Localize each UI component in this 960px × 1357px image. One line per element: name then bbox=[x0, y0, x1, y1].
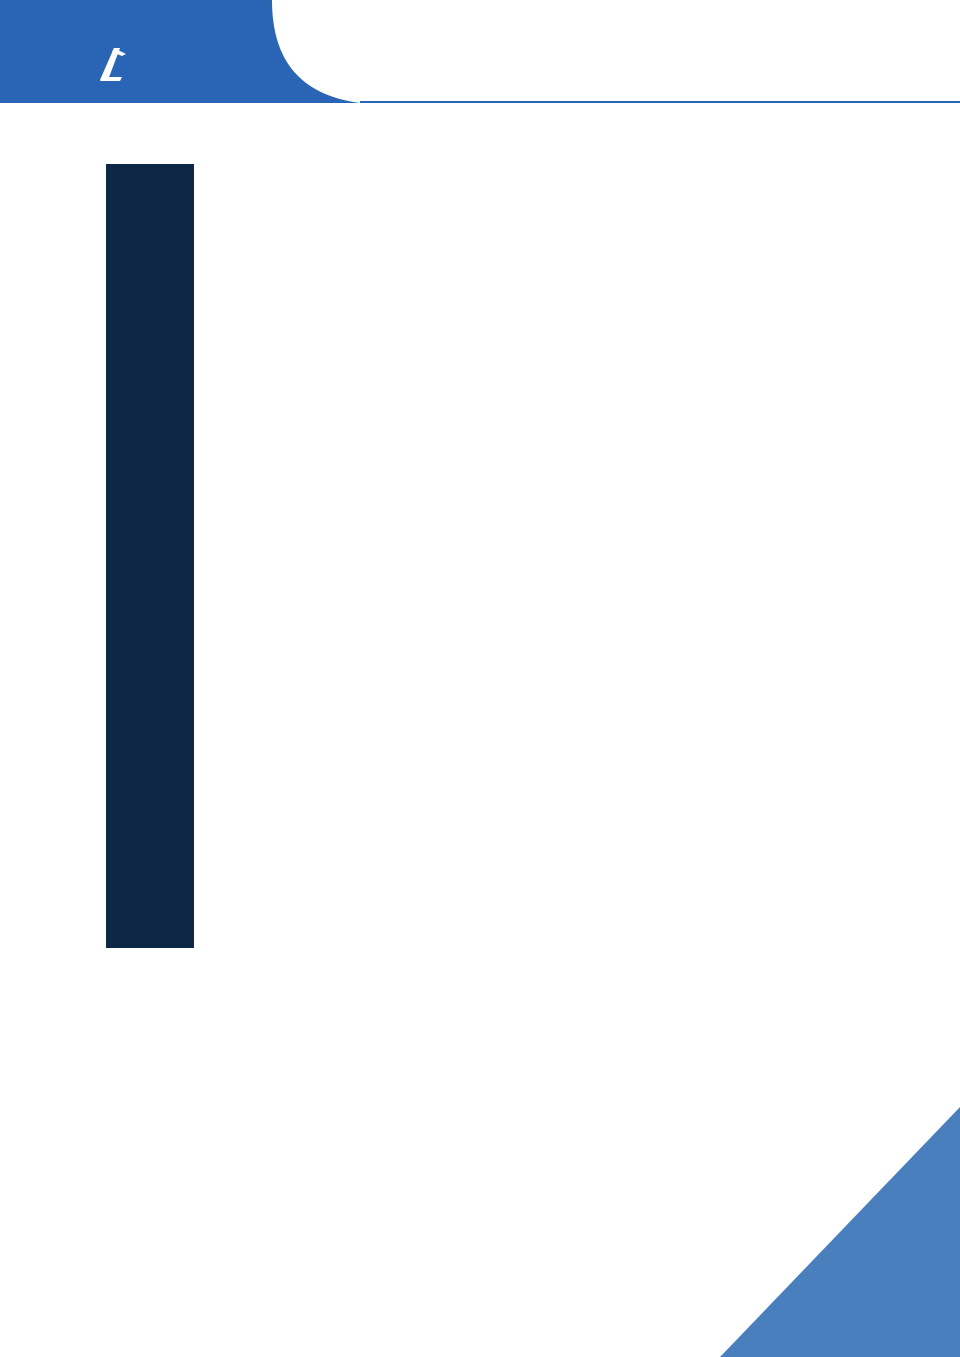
abbreviation-column-background bbox=[106, 164, 194, 948]
logo-mark-icon bbox=[98, 44, 128, 84]
estimo-logo bbox=[98, 44, 258, 86]
corner-triangle bbox=[720, 1107, 960, 1357]
